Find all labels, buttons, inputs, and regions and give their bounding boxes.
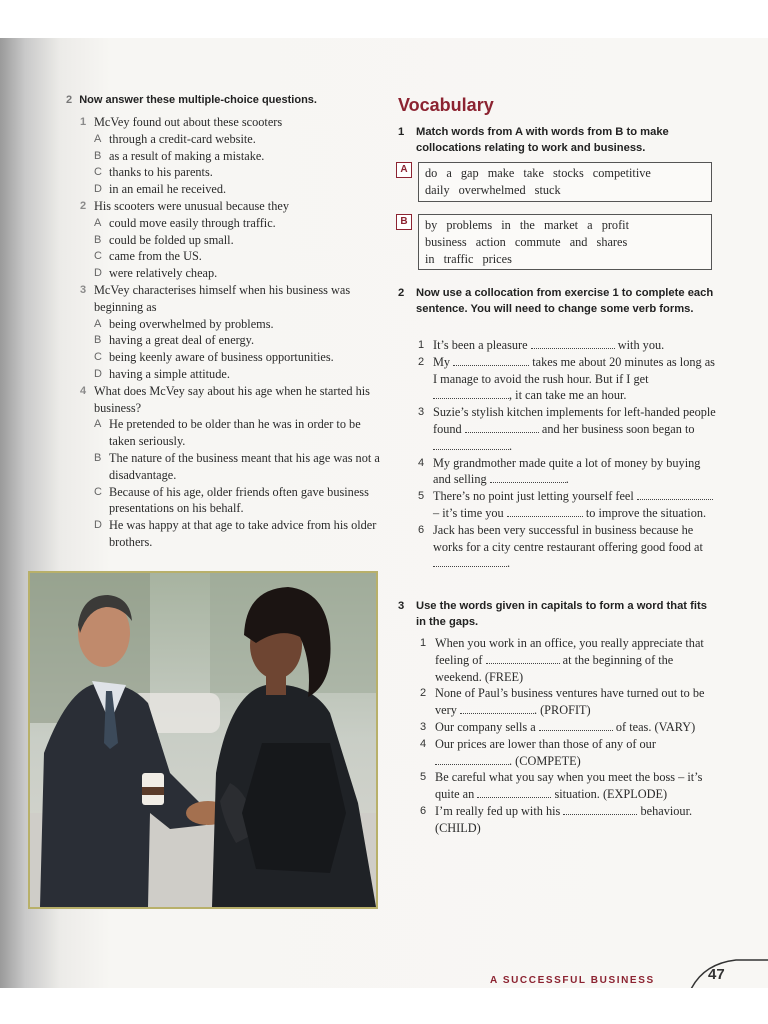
exercise-1-heading: 1 Match words from A with words from B to make collocations relating to work and business.	[398, 126, 669, 154]
ex2-item-1: 1 It’s been a pleasure with you.	[418, 338, 665, 352]
answer-gap[interactable]	[465, 422, 539, 433]
option-1c: C thanks to his parents.	[94, 165, 213, 180]
ex2-item-2: 2 My takes me about 20 minutes as long as I manage to avoid the rush hour. But if I get , it can take me an hour.	[418, 354, 715, 403]
answer-gap[interactable]	[433, 388, 509, 399]
task-title	[66, 94, 317, 106]
option-2c: C came from the US.	[94, 249, 202, 264]
answer-gap[interactable]	[453, 355, 529, 366]
option-4b: B The nature of the business meant that his age was not a disadvantage.	[94, 450, 380, 482]
answer-gap[interactable]	[531, 338, 615, 349]
answer-gap[interactable]	[433, 556, 507, 567]
exercise-3-heading: 3 Use the words given in capitals to form a word that fits in the gaps.	[398, 600, 707, 628]
task-number: 2	[66, 94, 73, 106]
answer-gap[interactable]	[507, 506, 583, 517]
option-3d: D having a simple attitude.	[94, 366, 230, 381]
option-2d: D were relatively cheap.	[94, 266, 218, 281]
page-number-arc-icon	[686, 956, 768, 988]
question-3: 3 McVey characterises himself when his business was beginning as	[80, 282, 351, 314]
option-3c: C being keenly aware of business opportunities.	[94, 350, 334, 365]
option-3b: B having a great deal of energy.	[94, 333, 255, 348]
exercise-3-sentences	[420, 635, 716, 837]
option-1d: D in an email he received.	[94, 182, 227, 197]
ex3-item-4: 4 Our prices are lower than those of any of our . (COMPETE)	[420, 736, 656, 768]
answer-gap[interactable]	[435, 754, 509, 765]
ex2-item-5: 5 There’s no point just letting yourself feel – it’s time you to improve the situation.	[418, 488, 718, 522]
answer-gap[interactable]	[486, 653, 560, 664]
option-4d: D He was happy at that age to take advice from his older brothers.	[94, 518, 377, 549]
ex3-item-2: 2 None of Paul’s business ventures have turned out to be very . (PROFIT)	[420, 686, 705, 718]
question-1: 1 McVey found out about these scooters	[80, 115, 283, 129]
question-2: 2 His scooters were unusual because they	[80, 198, 289, 213]
answer-gap[interactable]	[477, 787, 551, 798]
ex3-item-5: 5 Be careful what you say when you meet the boss – it’s quite an situation. (EXPLODE)	[420, 770, 703, 802]
word-box-b: by problems in the market a profit business action commute and shares in traffic prices	[418, 214, 712, 270]
vocabulary-heading: Vocabulary	[398, 95, 494, 115]
answer-gap[interactable]	[490, 472, 566, 483]
ex2-item-4: 4 My grandmother made quite a lot of money by buying and selling .	[418, 455, 701, 487]
option-1a: A through a credit-card website.	[94, 131, 256, 146]
answer-gap[interactable]	[433, 439, 509, 450]
question-4: 4 What does McVey say about his age when he started his business?	[80, 383, 370, 415]
option-4c: C Because of his age, older friends often gave business presentations on his behalf.	[94, 484, 369, 516]
exercise-2-sentences	[418, 337, 718, 572]
option-1b: B as a result of making a mistake.	[94, 148, 265, 163]
page-number: 47	[708, 966, 725, 983]
option-3a: A being overwhelmed by problems.	[94, 316, 274, 331]
answer-gap[interactable]	[539, 720, 613, 731]
ex3-item-1: 1 When you work in an office, you really appreciate that feeling of at the beginning of the weekend. (FREE)	[420, 636, 704, 684]
ex2-item-3: 3 Suzie’s stylish kitchen implements for left-handed people found and her business soon began to .	[418, 405, 716, 453]
business-handshake-photo	[28, 571, 378, 909]
handshake-illustration	[30, 573, 376, 907]
option-2b: B could be folded up small.	[94, 232, 234, 247]
answer-gap[interactable]	[563, 804, 637, 815]
textbook-page	[0, 38, 768, 988]
exercise-2-heading: 2 Now use a collocation from exercise 1 to complete each sentence. You will need to change some verb forms.	[398, 287, 714, 315]
box-b-label: B	[396, 214, 412, 230]
ex3-item-6: 6 I’m really fed up with his behaviour. (CHILD)	[420, 803, 693, 835]
answer-gap[interactable]	[637, 489, 713, 500]
box-a-label: A	[396, 162, 412, 178]
section-footer: A SUCCESSFUL BUSINESS	[490, 975, 655, 986]
word-box-a: do a gap make take stocks competitive daily overwhelmed stuck	[418, 162, 712, 202]
option-4a: A He pretended to be older than he was in order to be taken seriously.	[94, 417, 361, 449]
answer-gap[interactable]	[460, 703, 534, 714]
option-2a: A could move easily through traffic.	[94, 215, 276, 230]
ex2-item-6: 6 Jack has been very successful in business because he works for a city centre restaurant offering good food at .	[418, 522, 703, 571]
task-title-text: Now answer these multiple-choice questions.	[79, 94, 317, 106]
ex3-item-3: 3 Our company sells a of teas. (VARY)	[420, 719, 696, 734]
multiple-choice-questions	[80, 114, 380, 551]
